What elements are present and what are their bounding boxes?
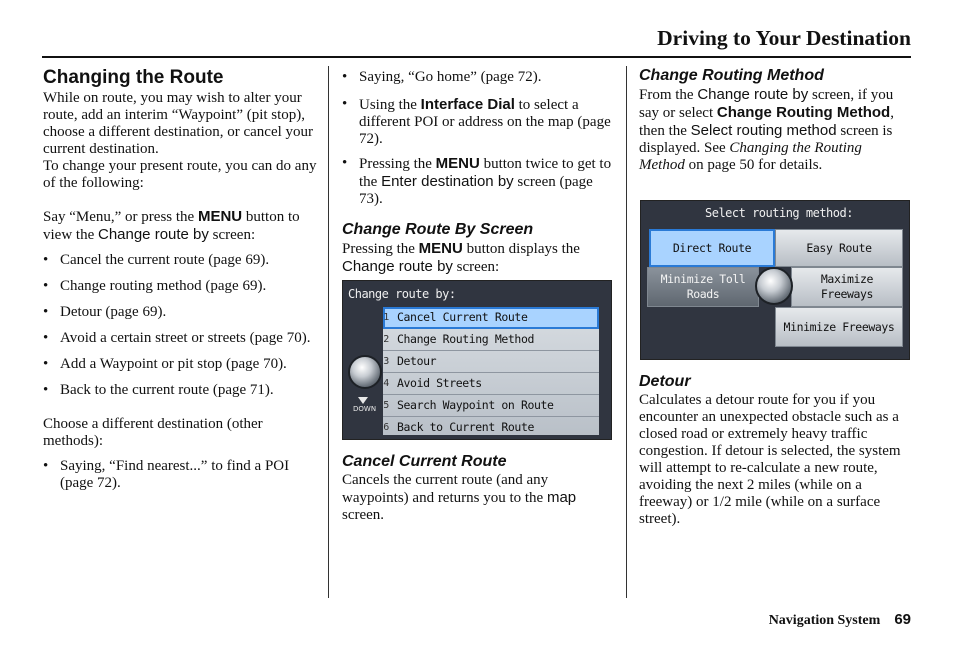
option-list bbox=[43, 252, 321, 399]
easy-route-button[interactable]: Easy Route bbox=[775, 229, 903, 267]
list-item bbox=[342, 96, 614, 148]
menu-item-label: Change Routing Method bbox=[397, 332, 534, 346]
menu-item-number: 3 bbox=[383, 356, 389, 367]
list-item: • Back to the current route (page 71). bbox=[43, 382, 321, 399]
menu-button-name: MENU bbox=[418, 240, 463, 257]
text-span: Pressing the bbox=[359, 156, 436, 172]
text-span: button displays the bbox=[462, 241, 580, 257]
screen-name: Change route by bbox=[697, 86, 809, 103]
down-label: DOWN bbox=[353, 405, 377, 413]
intro-paragraph-2: To change your present route, you can do any of the following: bbox=[43, 158, 317, 191]
direct-route-button[interactable]: Direct Route bbox=[649, 229, 775, 267]
screen-name: Change route by bbox=[342, 258, 453, 275]
text-span: to select a different POI or address on the map (page 72). bbox=[359, 97, 611, 147]
detour-paragraph: Calculates a detour route for you if you encounter an unexpected obstacle such as a closed road or extremely heavy traffic congestion. If detour is selected, the system will attempt to re-calculate a new route, avoiding the next 2 miles (while on a freeway) or 1/2 mile (while on a surface street). bbox=[639, 392, 901, 527]
menu-item-label: Detour bbox=[397, 354, 437, 368]
select-routing-method-screen bbox=[640, 200, 910, 360]
text-span: button twice to get to the bbox=[359, 156, 612, 190]
page-title: Driving to Your Destination bbox=[657, 26, 911, 50]
down-arrow-icon bbox=[358, 397, 368, 404]
reference-title: Changing the Routing Method bbox=[639, 140, 862, 173]
menu-item-detour[interactable] bbox=[383, 351, 599, 373]
list-item bbox=[342, 155, 614, 208]
column-right bbox=[639, 66, 911, 174]
screen-title: Select routing method: bbox=[705, 206, 853, 220]
menu-button-name: MENU bbox=[435, 155, 480, 172]
interface-dial-icon bbox=[755, 267, 793, 305]
text-span: screen, if you say or select bbox=[639, 87, 894, 121]
text-span: screen: bbox=[452, 259, 500, 275]
menu-item-number: 1 bbox=[383, 312, 389, 323]
screen-title: Change route by: bbox=[348, 287, 456, 301]
column-divider bbox=[626, 66, 627, 598]
section-heading-change-routing-method: Change Routing Method bbox=[639, 67, 824, 84]
menu-list bbox=[383, 307, 599, 435]
text-span: From the bbox=[639, 87, 698, 103]
section-heading-detour: Detour bbox=[639, 373, 691, 390]
column-middle bbox=[342, 66, 614, 276]
screen-name: Enter destination by bbox=[381, 173, 514, 190]
list-item: • Detour (page 69). bbox=[43, 304, 321, 321]
text-span: Say “Menu,” or press the bbox=[43, 209, 198, 225]
text-span: Using the bbox=[359, 97, 421, 113]
column-left bbox=[43, 66, 321, 492]
text-span: , then the bbox=[639, 105, 894, 139]
text-span: Cancels the current route (and any waypoints) and returns you to the bbox=[342, 472, 549, 506]
change-route-paragraph bbox=[342, 240, 614, 276]
text-span: Pressing the bbox=[342, 241, 419, 257]
minimize-freeways-button[interactable]: Minimize Freeways bbox=[775, 307, 903, 347]
page-number: 69 bbox=[894, 611, 911, 628]
column-right-lower bbox=[639, 372, 911, 528]
option-list-2 bbox=[43, 458, 321, 492]
text-span: screen is displayed. See bbox=[639, 123, 893, 156]
list-item: • Add a Waypoint or pit stop (page 70). bbox=[43, 356, 321, 373]
menu-item-label: Back to Current Route bbox=[397, 420, 534, 434]
list-item: • Avoid a certain street or streets (page 70). bbox=[43, 330, 321, 347]
list-item: • Saying, “Go home” (page 72). bbox=[342, 69, 614, 86]
interface-dial-name: Interface Dial bbox=[420, 96, 515, 113]
list-item: • Saying, “Find nearest...” to find a POI (page 72). bbox=[43, 458, 321, 492]
menu-item-number: 2 bbox=[383, 334, 389, 345]
section-heading-changing-route: Changing the Route bbox=[43, 67, 224, 88]
column-middle-lower bbox=[342, 452, 614, 524]
text-span: button to view the bbox=[43, 209, 300, 243]
text-span: screen. bbox=[342, 507, 385, 523]
section-heading-cancel-current-route: Cancel Current Route bbox=[342, 453, 507, 470]
cancel-route-paragraph bbox=[342, 472, 614, 524]
menu-item-number: 5 bbox=[383, 400, 389, 411]
menu-item-search-waypoint[interactable] bbox=[383, 395, 599, 417]
option-list-3 bbox=[342, 69, 614, 208]
interface-dial-icon bbox=[348, 355, 382, 389]
menu-item-label: Avoid Streets bbox=[397, 376, 482, 390]
header-rule bbox=[42, 56, 911, 58]
menu-item-change-routing-method[interactable] bbox=[383, 329, 599, 351]
choose-paragraph: Choose a different destination (other methods): bbox=[43, 416, 263, 449]
menu-item-label: Search Waypoint on Route bbox=[397, 398, 554, 412]
footer-label: Navigation System bbox=[768, 613, 881, 628]
routing-method-paragraph bbox=[639, 86, 911, 174]
option-name: Change Routing Method bbox=[716, 104, 891, 121]
screen-name: Change route by bbox=[97, 226, 209, 243]
text-span: screen: bbox=[208, 227, 256, 243]
column-divider bbox=[328, 66, 329, 598]
intro-paragraph: While on route, you may wish to alter your route, add an interim “Waypoint” (pit stop), choose a different destination, or cancel your current destination. bbox=[43, 90, 314, 157]
screen-name: Select routing method bbox=[690, 122, 837, 139]
minimize-toll-roads-button[interactable]: Minimize Toll Roads bbox=[647, 267, 759, 307]
menu-button-name: MENU bbox=[197, 208, 243, 225]
page-footer bbox=[769, 611, 911, 629]
list-item: • Cancel the current route (page 69). bbox=[43, 252, 321, 269]
change-route-by-screen bbox=[342, 280, 612, 440]
menu-item-back-to-current-route[interactable] bbox=[383, 417, 599, 438]
menu-item-avoid-streets[interactable] bbox=[383, 373, 599, 395]
menu-instruction bbox=[43, 208, 321, 244]
maximize-freeways-button[interactable]: Maximize Freeways bbox=[791, 267, 903, 307]
list-item: • Change routing method (page 69). bbox=[43, 278, 321, 295]
menu-item-number: 6 bbox=[383, 422, 389, 433]
section-heading-change-route-screen: Change Route By Screen bbox=[342, 221, 534, 238]
menu-item-cancel-current-route[interactable] bbox=[383, 307, 599, 329]
screen-name: map bbox=[546, 489, 577, 506]
menu-item-number: 4 bbox=[383, 378, 389, 389]
menu-item-label: Cancel Current Route bbox=[397, 310, 528, 324]
text-span: on page 50 for details. bbox=[684, 157, 823, 173]
text-span: screen (page 73). bbox=[359, 174, 593, 207]
